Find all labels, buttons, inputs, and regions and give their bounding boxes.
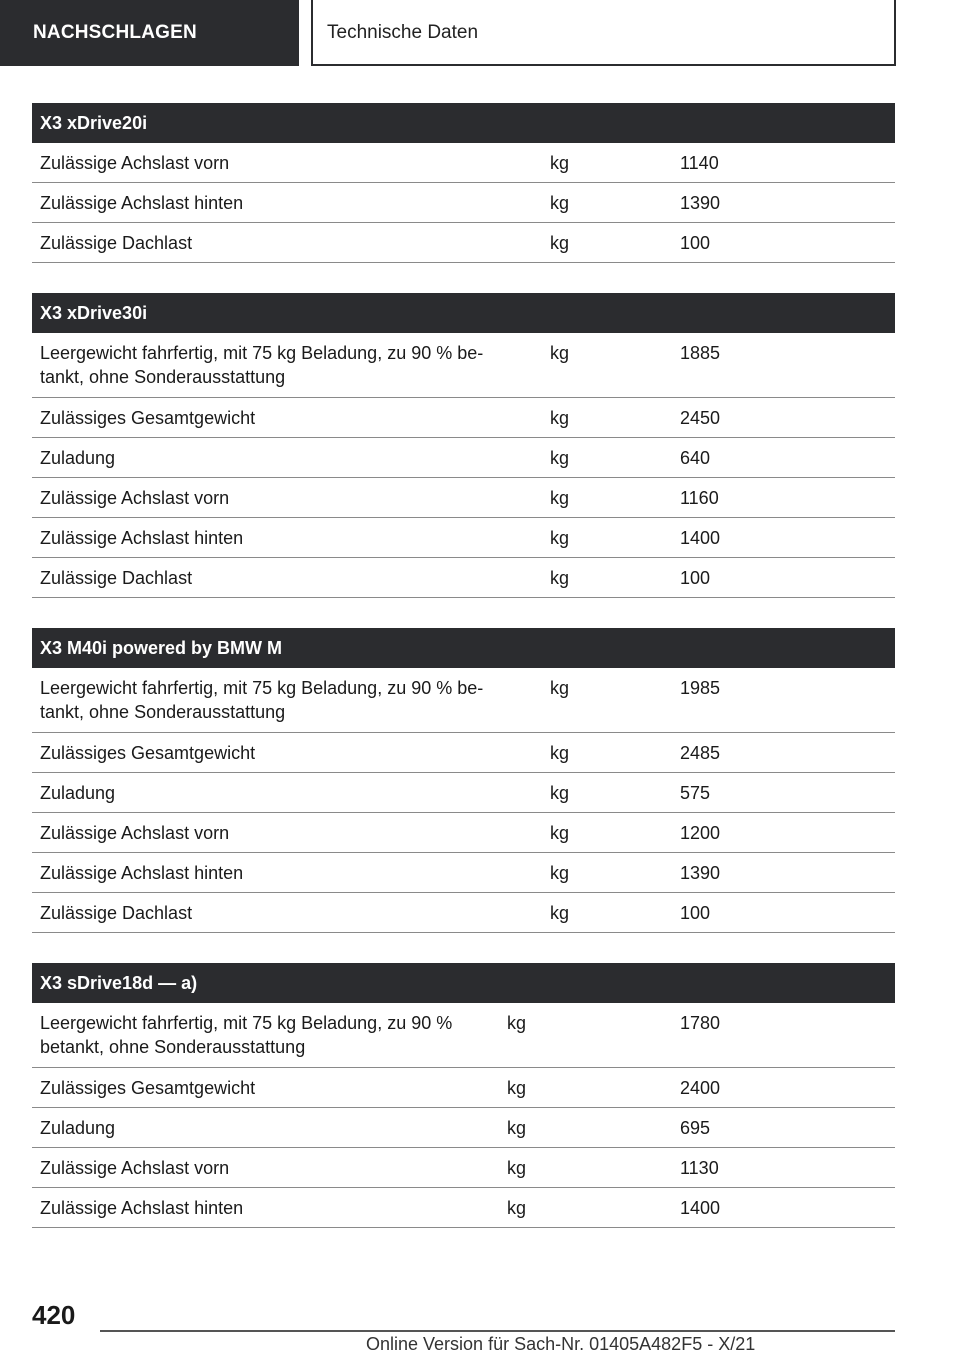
table-row — [32, 893, 895, 933]
footer-version-note: Online Version für Sach-Nr. 01405A482F5 - X/21 — [366, 1334, 756, 1354]
row-unit: kg — [550, 743, 570, 763]
row-label — [32, 676, 550, 732]
table-row — [32, 558, 895, 598]
table-row — [32, 518, 895, 558]
row-unit: kg — [550, 193, 570, 213]
row-label: Zuladung — [40, 783, 116, 803]
table-row — [32, 398, 895, 438]
row-value: 695 — [680, 1118, 711, 1138]
table-row — [32, 1188, 895, 1228]
row-label-line-1: Leergewicht fahrfertig, mit 75 kg Beladung, zu 90 % — [40, 1013, 453, 1033]
table-title: X3 xDrive20i — [32, 103, 895, 143]
row-value: 2485 — [680, 743, 721, 763]
row-unit: kg — [550, 783, 570, 803]
table-title: X3 sDrive18d — a) — [32, 963, 895, 1003]
row-unit: kg — [550, 233, 570, 253]
row-label-line-2: tankt, ohne Sonderausstattung — [40, 367, 286, 387]
row-label — [32, 341, 550, 397]
row-label: Zulässige Dachlast — [40, 903, 193, 923]
row-unit: kg — [550, 863, 570, 883]
table-row — [32, 333, 895, 398]
row-value: 1390 — [680, 193, 721, 213]
row-label: Zulässige Achslast hinten — [40, 528, 244, 548]
table-row — [32, 668, 895, 733]
row-label: Zulässige Achslast vorn — [40, 153, 230, 173]
row-unit: kg — [507, 1118, 527, 1138]
row-unit: kg — [507, 1158, 527, 1178]
table-row — [32, 223, 895, 263]
chapter-tab: Technische Daten — [311, 0, 896, 66]
row-value: 1160 — [680, 488, 719, 508]
row-label — [32, 1011, 507, 1067]
row-unit: kg — [507, 1078, 527, 1098]
table-row — [32, 478, 895, 518]
row-value: 2400 — [680, 1078, 721, 1098]
row-label: Zuladung — [40, 448, 116, 468]
row-unit: kg — [550, 448, 570, 468]
row-unit: kg — [550, 488, 570, 508]
row-value: 1390 — [680, 863, 721, 883]
row-label: Zulässige Achslast hinten — [40, 1198, 244, 1218]
section-tab: NACHSCHLAGEN — [0, 0, 299, 66]
table-title: X3 M40i powered by BMW M — [32, 628, 895, 668]
row-value: 1885 — [680, 343, 721, 363]
row-value: 100 — [680, 903, 711, 923]
row-unit: kg — [507, 1198, 527, 1218]
row-unit: kg — [550, 678, 570, 698]
spec-table-x3-sdrive18d — [32, 963, 895, 1228]
table-row — [32, 1003, 895, 1068]
row-label: Zulässige Achslast vorn — [40, 823, 230, 843]
row-value: 1400 — [680, 528, 721, 548]
row-label: Zulässige Achslast hinten — [40, 863, 244, 883]
spec-table-x3-m40i — [32, 628, 895, 933]
footer-divider — [100, 1330, 895, 1332]
table-row — [32, 773, 895, 813]
row-label-line-1: Leergewicht fahrfertig, mit 75 kg Beladung, zu 90 % be- — [40, 678, 484, 698]
row-value: 640 — [680, 448, 711, 468]
row-label: Zulässige Achslast vorn — [40, 1158, 230, 1178]
row-label: Zulässige Achslast hinten — [40, 193, 244, 213]
row-label: Zulässige Dachlast — [40, 568, 193, 588]
row-unit: kg — [507, 1013, 527, 1033]
table-row — [32, 1068, 895, 1108]
row-label: Zulässige Dachlast — [40, 233, 193, 253]
row-value: 1400 — [680, 1198, 721, 1218]
row-value: 1200 — [680, 823, 721, 843]
row-unit: kg — [550, 153, 570, 173]
table-row — [32, 813, 895, 853]
row-label: Zulässiges Gesamtgewicht — [40, 743, 256, 763]
table-row — [32, 733, 895, 773]
row-label-line-2: tankt, ohne Sonderausstattung — [40, 702, 286, 722]
row-value: 1985 — [680, 678, 721, 698]
table-row — [32, 183, 895, 223]
row-unit: kg — [550, 528, 570, 548]
row-label: Zulässiges Gesamtgewicht — [40, 1078, 256, 1098]
row-value: 575 — [680, 783, 711, 803]
row-unit: kg — [550, 823, 570, 843]
page-number: 420 — [32, 1300, 76, 1330]
row-label: Zulässige Achslast vorn — [40, 488, 230, 508]
content — [32, 103, 895, 1258]
row-value: 1780 — [680, 1013, 721, 1033]
row-label: Zulässiges Gesamtgewicht — [40, 408, 256, 428]
table-row — [32, 143, 895, 183]
row-label-line-2: betankt, ohne Sonderausstattung — [40, 1037, 306, 1057]
table-title: X3 xDrive30i — [32, 293, 895, 333]
table-row — [32, 853, 895, 893]
spec-table-x3-xdrive20i — [32, 103, 895, 263]
table-row — [32, 1108, 895, 1148]
table-row — [32, 1148, 895, 1188]
spec-table-x3-xdrive30i — [32, 293, 895, 598]
row-unit: kg — [550, 408, 570, 428]
row-label: Zuladung — [40, 1118, 116, 1138]
row-unit: kg — [550, 903, 570, 923]
row-value: 100 — [680, 233, 711, 253]
row-value: 1130 — [680, 1158, 719, 1178]
table-row — [32, 438, 895, 478]
row-value: 100 — [680, 568, 711, 588]
row-value: 2450 — [680, 408, 721, 428]
row-unit: kg — [550, 343, 570, 363]
row-label-line-1: Leergewicht fahrfertig, mit 75 kg Beladung, zu 90 % be- — [40, 343, 484, 363]
row-value: 1140 — [680, 153, 719, 173]
page-header — [0, 0, 960, 66]
row-unit: kg — [550, 568, 570, 588]
